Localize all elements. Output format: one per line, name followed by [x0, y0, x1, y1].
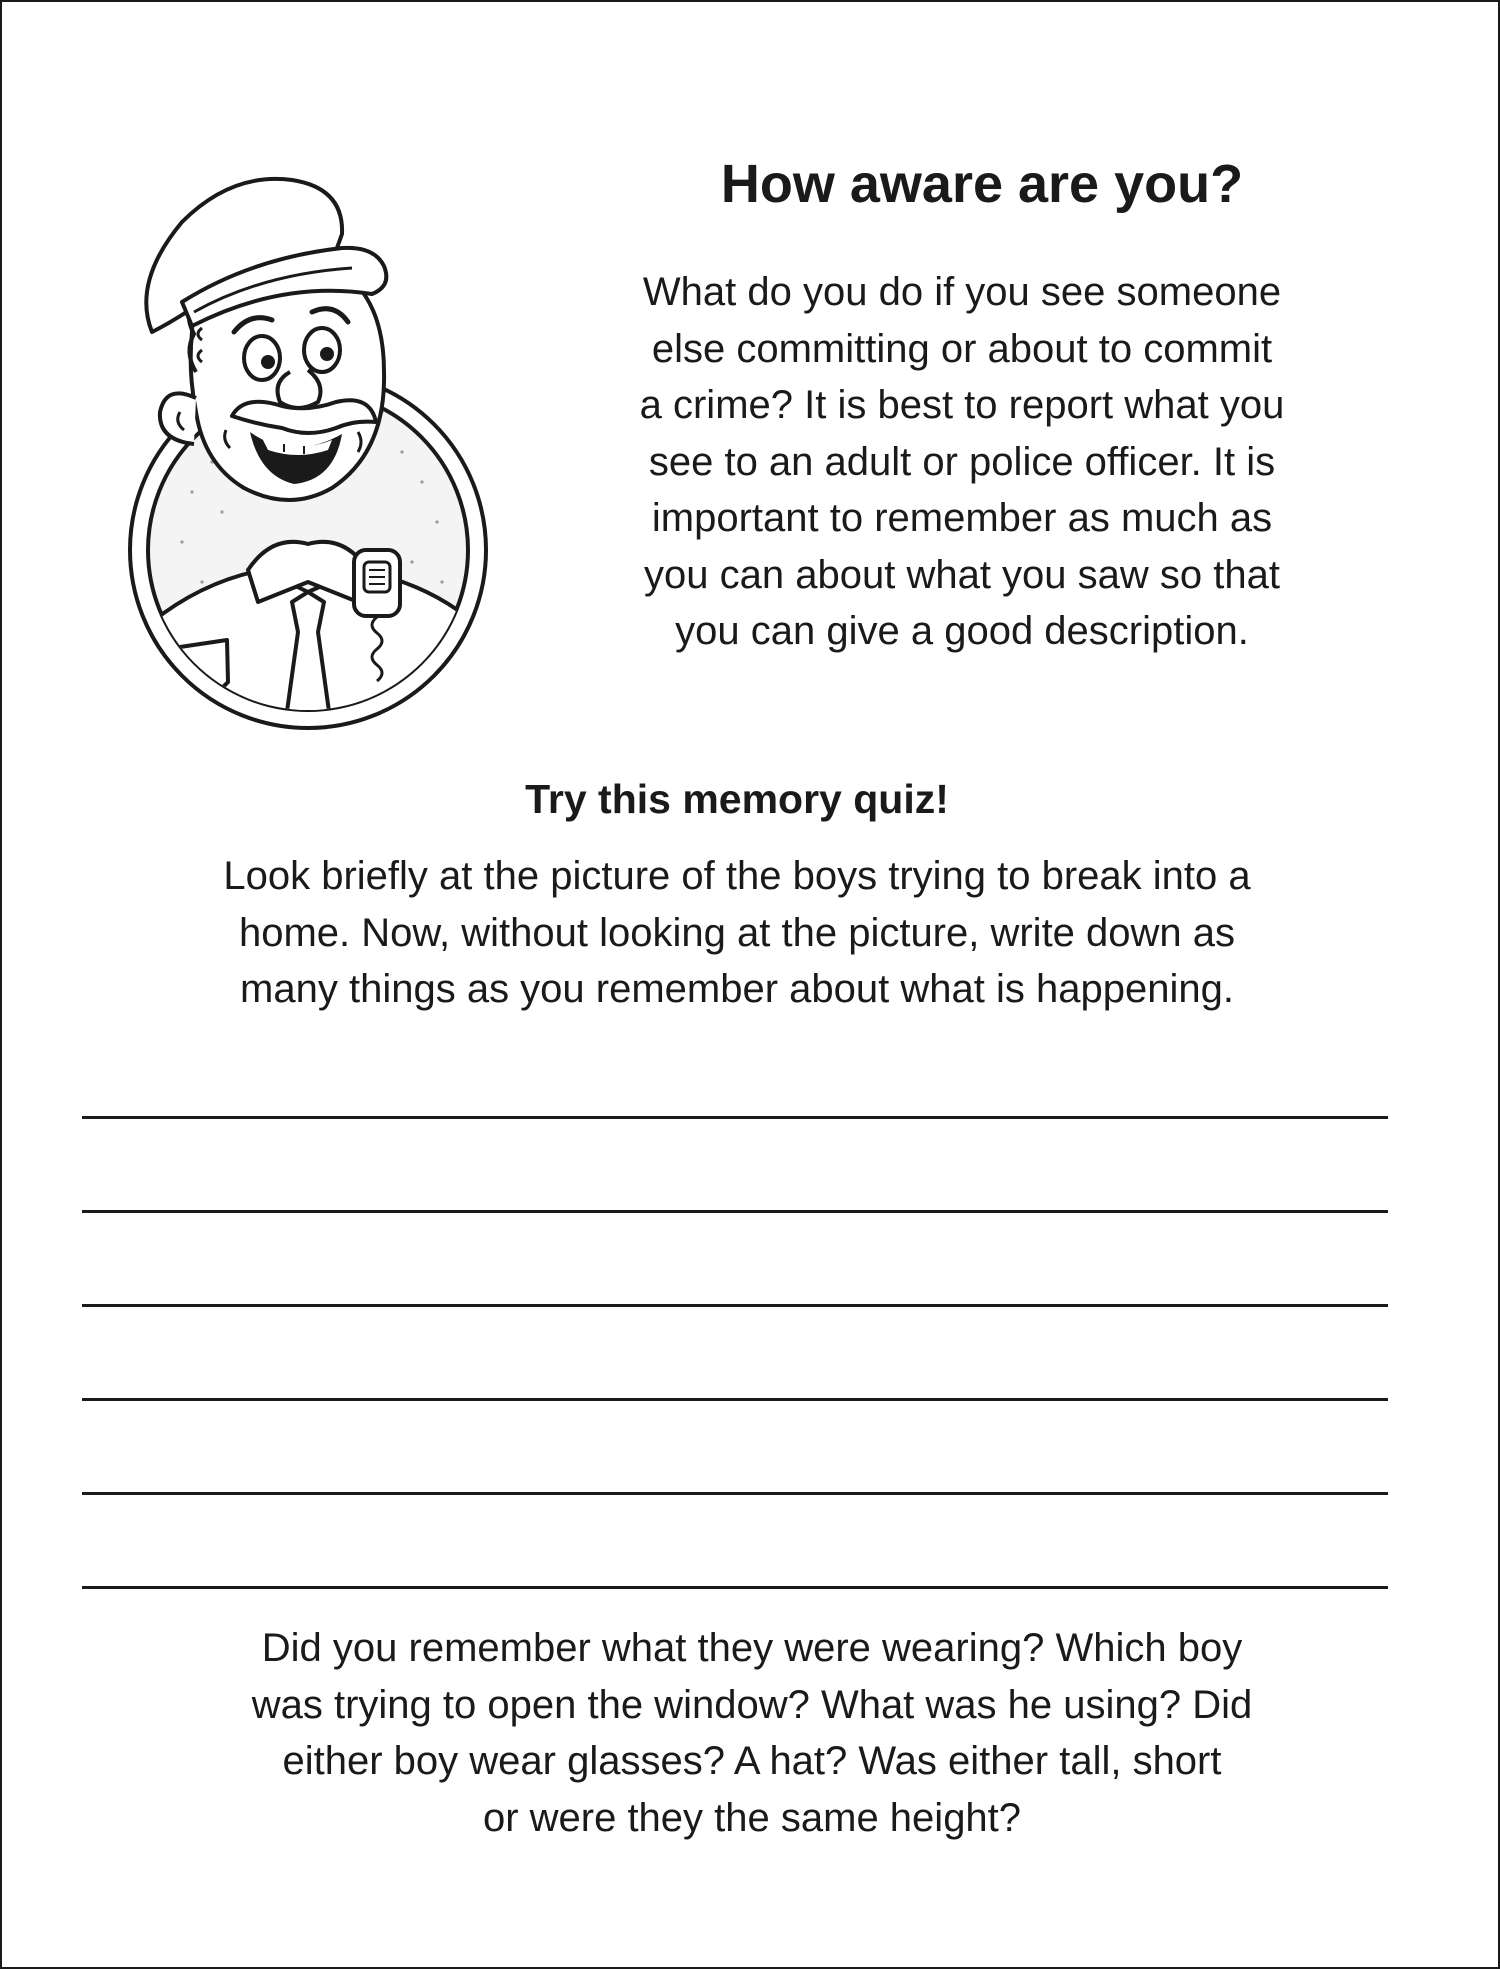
intro-line: important to remember as much as — [651, 496, 1273, 540]
answer-line[interactable] — [82, 1586, 1388, 1589]
followup-questions — [92, 1620, 1412, 1846]
followup-line: was trying to open the window? What was he using? Did — [251, 1682, 1253, 1727]
answer-line[interactable] — [82, 1304, 1388, 1307]
police-officer-illustration — [122, 162, 502, 742]
instruction-line: Look briefly at the picture of the boys trying to break into a — [223, 854, 1251, 898]
intro-paragraph — [562, 264, 1362, 660]
intro-line: see to an adult or police officer. It is — [648, 439, 1276, 484]
intro-line: a crime? It is best to report what you — [639, 383, 1285, 427]
followup-line: or were they the same height? — [482, 1795, 1022, 1840]
intro-line: you can about what you saw so that — [644, 552, 1280, 597]
quiz-heading: Try this memory quiz! — [525, 776, 949, 822]
followup-line: Did you remember what they were wearing? Which boy — [261, 1626, 1243, 1670]
intro-line: What do you do if you see someone — [642, 270, 1282, 314]
instruction-line: home. Now, without looking at the picture, write down as — [238, 910, 1236, 955]
page-title: How aware are you? — [720, 154, 1244, 214]
answer-line[interactable] — [82, 1398, 1388, 1401]
instruction-line: many things as you remember about what is happening. — [240, 967, 1234, 1011]
answer-line[interactable] — [82, 1492, 1388, 1495]
followup-line: either boy wear glasses? A hat? Was either tall, short — [282, 1739, 1222, 1783]
quiz-instructions — [72, 848, 1402, 1018]
intro-line: you can give a good description. — [675, 609, 1249, 653]
answer-line[interactable] — [82, 1210, 1388, 1213]
answer-lines — [82, 1116, 1388, 1589]
intro-line: else committing or about to commit — [651, 326, 1273, 371]
answer-line[interactable] — [82, 1116, 1388, 1119]
